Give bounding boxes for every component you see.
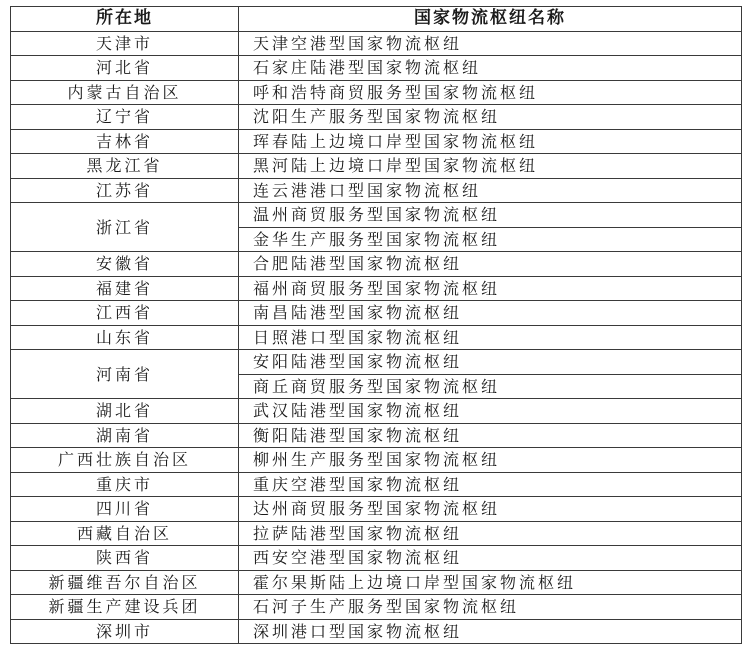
hub-name-cell: 商丘商贸服务型国家物流枢纽 xyxy=(239,374,742,399)
hub-name-cell: 天津空港型国家物流枢纽 xyxy=(239,31,742,56)
province-cell: 重庆市 xyxy=(11,472,239,497)
province-cell: 安徽省 xyxy=(11,252,239,277)
hub-name-cell: 黑河陆上边境口岸型国家物流枢纽 xyxy=(239,154,742,179)
table-row xyxy=(11,423,742,448)
hub-name-cell: 金华生产服务型国家物流枢纽 xyxy=(239,227,742,252)
table-row xyxy=(11,472,742,497)
province-cell: 吉林省 xyxy=(11,129,239,154)
hub-name-cell: 合肥陆港型国家物流枢纽 xyxy=(239,252,742,277)
province-cell: 河北省 xyxy=(11,56,239,81)
table-row xyxy=(11,350,742,375)
hub-name-cell: 石河子生产服务型国家物流枢纽 xyxy=(239,595,742,620)
hub-name-cell: 重庆空港型国家物流枢纽 xyxy=(239,472,742,497)
table-row xyxy=(11,301,742,326)
hub-name-cell: 柳州生产服务型国家物流枢纽 xyxy=(239,448,742,473)
table-row xyxy=(11,80,742,105)
table-row xyxy=(11,325,742,350)
hub-name-cell: 日照港口型国家物流枢纽 xyxy=(239,325,742,350)
hub-name-cell: 连云港港口型国家物流枢纽 xyxy=(239,178,742,203)
province-cell: 福建省 xyxy=(11,276,239,301)
province-cell: 浙江省 xyxy=(11,203,239,252)
table-body xyxy=(11,31,742,644)
province-cell: 四川省 xyxy=(11,497,239,522)
hub-name-cell: 福州商贸服务型国家物流枢纽 xyxy=(239,276,742,301)
hub-name-cell: 衡阳陆港型国家物流枢纽 xyxy=(239,423,742,448)
province-cell: 西藏自治区 xyxy=(11,521,239,546)
province-cell: 新疆维吾尔自治区 xyxy=(11,570,239,595)
table-row xyxy=(11,619,742,644)
province-cell: 湖南省 xyxy=(11,423,239,448)
hub-name-cell: 沈阳生产服务型国家物流枢纽 xyxy=(239,105,742,130)
province-cell: 陕西省 xyxy=(11,546,239,571)
hub-name-cell: 霍尔果斯陆上边境口岸型国家物流枢纽 xyxy=(239,570,742,595)
province-cell: 湖北省 xyxy=(11,399,239,424)
header-province: 所在地 xyxy=(11,7,239,32)
table-row xyxy=(11,546,742,571)
province-cell: 山东省 xyxy=(11,325,239,350)
hub-name-cell: 珲春陆上边境口岸型国家物流枢纽 xyxy=(239,129,742,154)
province-cell: 江苏省 xyxy=(11,178,239,203)
table-row xyxy=(11,203,742,228)
province-cell: 河南省 xyxy=(11,350,239,399)
table-row xyxy=(11,252,742,277)
province-cell: 黑龙江省 xyxy=(11,154,239,179)
province-cell: 辽宁省 xyxy=(11,105,239,130)
hub-name-cell: 安阳陆港型国家物流枢纽 xyxy=(239,350,742,375)
hub-name-cell: 深圳港口型国家物流枢纽 xyxy=(239,619,742,644)
logistics-hub-table xyxy=(10,6,742,644)
hub-name-cell: 达州商贸服务型国家物流枢纽 xyxy=(239,497,742,522)
province-cell: 新疆生产建设兵团 xyxy=(11,595,239,620)
table-row xyxy=(11,570,742,595)
province-cell: 深圳市 xyxy=(11,619,239,644)
province-cell: 江西省 xyxy=(11,301,239,326)
table-row xyxy=(11,448,742,473)
table-row xyxy=(11,178,742,203)
province-cell: 内蒙古自治区 xyxy=(11,80,239,105)
hub-name-cell: 南昌陆港型国家物流枢纽 xyxy=(239,301,742,326)
table-row xyxy=(11,56,742,81)
hub-name-cell: 呼和浩特商贸服务型国家物流枢纽 xyxy=(239,80,742,105)
table-row xyxy=(11,399,742,424)
hub-name-cell: 武汉陆港型国家物流枢纽 xyxy=(239,399,742,424)
table-row xyxy=(11,154,742,179)
table-row xyxy=(11,31,742,56)
table-row xyxy=(11,276,742,301)
table-row xyxy=(11,521,742,546)
table-row xyxy=(11,595,742,620)
province-cell: 广西壮族自治区 xyxy=(11,448,239,473)
header-hub-name: 国家物流枢纽名称 xyxy=(239,7,742,32)
hub-name-cell: 石家庄陆港型国家物流枢纽 xyxy=(239,56,742,81)
hub-name-cell: 拉萨陆港型国家物流枢纽 xyxy=(239,521,742,546)
hub-name-cell: 西安空港型国家物流枢纽 xyxy=(239,546,742,571)
table-row xyxy=(11,497,742,522)
province-cell: 天津市 xyxy=(11,31,239,56)
table-row xyxy=(11,105,742,130)
table-header-row xyxy=(11,7,742,32)
table-row xyxy=(11,129,742,154)
hub-name-cell: 温州商贸服务型国家物流枢纽 xyxy=(239,203,742,228)
